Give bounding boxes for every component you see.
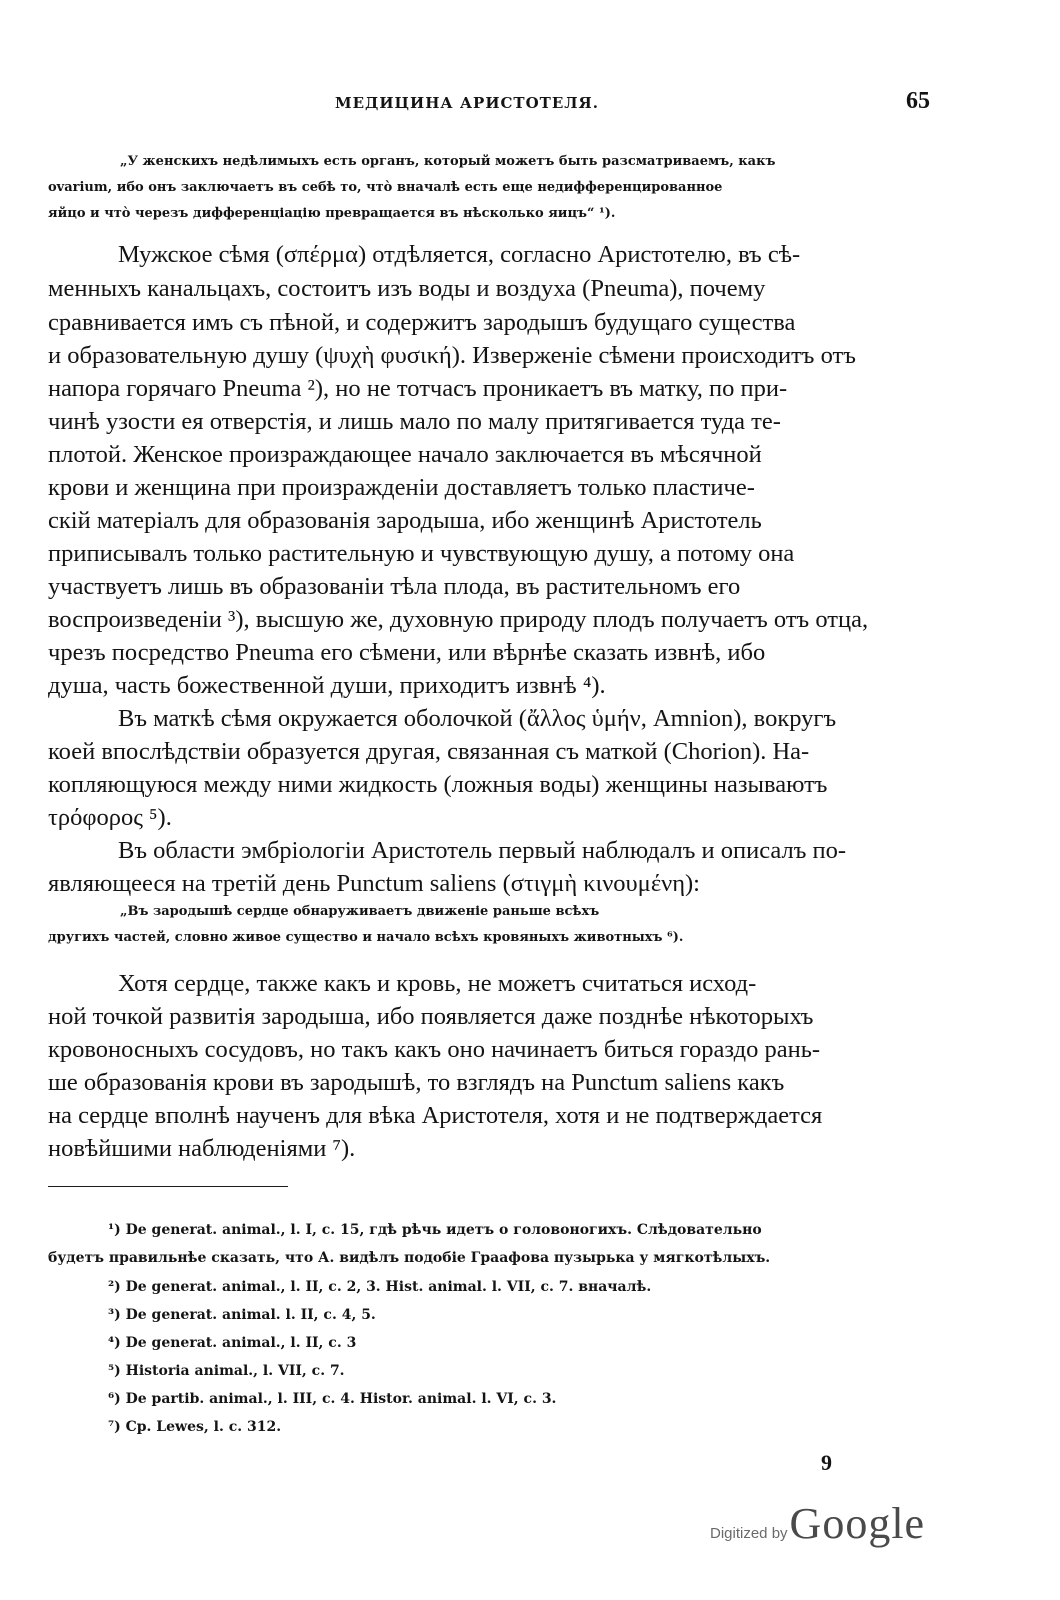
footnote-line: будетъ правильнѣе сказать, что А. видѣлъ подобіе Граафова пузырька у мягкотѣлыхъ. <box>48 1250 771 1266</box>
footnote-line: ¹) De generat. animal., l. I, c. 15, гдѣ рѣчь идетъ о головоногихъ. Слѣдовательно <box>108 1222 762 1238</box>
body-line: скій матеріалъ для образованія зародыша, ибо женщинѣ Аристотель <box>48 507 762 534</box>
body-line: на сердце вполнѣ наученъ для вѣка Аристотеля, хотя и не подтверждается <box>48 1102 823 1129</box>
body-line: менныхъ канальцахъ, состоитъ изъ воды и воздуха (Pneuma), почему <box>48 275 766 302</box>
body-line: сравнивается имъ съ пѣной, и содержитъ зародышъ будущаго существа <box>48 309 796 336</box>
running-head: МЕДИЦИНА АРИСТОТЕЛЯ. <box>335 94 599 112</box>
quote-line: ovarium, ибо онъ заключаетъ въ себѣ то, чтò вначалѣ есть еще недифференцированное <box>48 180 723 195</box>
footnote-line: ⁶) De partib. animal., l. III, c. 4. Histor. animal. l. VI, c. 3. <box>108 1391 557 1407</box>
body-line: являющееся на третій день Punctum saliens (στιγμὴ κινουμένη): <box>48 870 700 897</box>
quote-line: яйцо и чтò черезъ дифференціацію превращается въ нѣсколько яицъ“ ¹). <box>48 206 616 221</box>
body-line: крови и женщина при произражденіи доставляетъ только пластиче- <box>48 474 755 501</box>
body-line: кровоносныхъ сосудовъ, но такъ какъ оно начинаетъ биться гораздо рань- <box>48 1036 821 1063</box>
body-line: ше образованія крови въ зародышѣ, то взглядъ на Punctum saliens какъ <box>48 1069 785 1096</box>
body-line: плотой. Женское произраждающее начало заключается въ мѣсячной <box>48 441 762 468</box>
body-line: участвуетъ лишь въ образованіи тѣла плода, въ растительномъ его <box>48 573 741 600</box>
body-line: и образовательную душу (ψυχὴ φυσική). Изверженіе сѣмени происходитъ отъ <box>48 342 856 369</box>
signature-mark: 9 <box>821 1450 832 1475</box>
page-number: 65 <box>906 88 930 114</box>
body-line: напора горячаго Pneuma ²), но не тотчасъ проникаетъ въ матку, по при- <box>48 375 788 402</box>
body-line: новѣйшими наблюденіями ⁷). <box>48 1135 356 1162</box>
body-line: коей впослѣдствіи образуется другая, связанная съ маткой (Chorion). На- <box>48 738 810 765</box>
footnote-line: ⁴) De generat. animal., l. II, c. 3 <box>108 1335 357 1351</box>
footnote-line: ⁵) Historia animal., l. VII, c. 7. <box>108 1363 345 1379</box>
body-line: чрезъ посредство Pneuma его сѣмени, или вѣрнѣе сказать извнѣ, ибо <box>48 639 766 666</box>
body-line: воспроизведеніи ³), высшую же, духовную природу плодъ получаетъ отъ отца, <box>48 606 869 633</box>
digitized-by-text: Digitized by <box>710 1525 788 1542</box>
body-line: Мужское сѣмя (σπέρμα) отдѣляется, согласно Аристотелю, въ сѣ- <box>118 241 801 268</box>
google-logo: Google <box>789 1499 926 1548</box>
body-line: Въ области эмбріологіи Аристотель первый наблюдалъ и описалъ по- <box>118 837 847 864</box>
body-line: душа, часть божественной души, приходитъ извнѣ ⁴). <box>48 672 606 699</box>
quote-line: „У женскихъ недѣлимыхъ есть органъ, который можетъ быть разсматриваемъ, какъ <box>120 154 776 169</box>
body-line: копляющуюся между ними жидкость (ложныя воды) женщины называютъ <box>48 771 828 798</box>
digitized-watermark <box>710 1498 925 1549</box>
quote-line: другихъ частей, словно живое существо и начало всѣхъ кровяныхъ животныхъ ⁶). <box>48 930 684 945</box>
body-line: чинѣ узости ея отверстія, и лишь мало по малу притягивается туда те- <box>48 408 781 435</box>
quote-line: „Въ зародышѣ сердце обнаруживаетъ движеніе раньше всѣхъ <box>120 904 600 919</box>
footnote-rule <box>48 1186 288 1187</box>
body-line: приписывалъ только растительную и чувствующую душу, а потому она <box>48 540 795 567</box>
footnote-line: ³) De generat. animal. l. II, c. 4, 5. <box>108 1307 376 1323</box>
footnote-line: ²) De generat. animal., l. II, c. 2, 3. Hist. animal. l. VII, c. 7. вначалѣ. <box>108 1279 652 1295</box>
body-line: ной точкой развитія зародыша, ибо появляется даже позднѣе нѣкоторыхъ <box>48 1003 814 1030</box>
body-line: Хотя сердце, также какъ и кровь, не можетъ считаться исход- <box>118 970 757 997</box>
body-line: Въ маткѣ сѣмя окружается оболочкой (ἄλλος ὑμήν, Amnion), вокругъ <box>118 705 837 732</box>
body-line: τρόφορος ⁵). <box>48 804 172 831</box>
footnote-line: ⁷) Cp. Lewes, l. c. 312. <box>108 1419 282 1435</box>
